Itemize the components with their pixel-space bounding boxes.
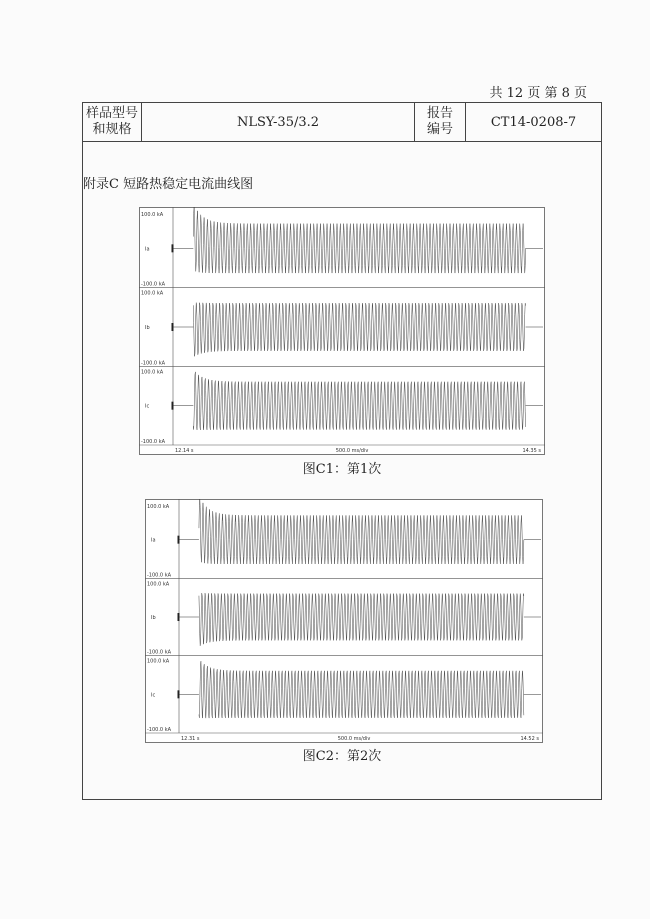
caption-c1: 图C1：第1次	[302, 462, 382, 477]
x-start-label: 12.31 s	[181, 736, 200, 742]
model-label: 样品型号 和规格	[83, 103, 142, 142]
y-tick-top-label: 100.0 kA	[147, 658, 170, 665]
y-tick-bottom-label: -100.0 kA	[141, 360, 166, 367]
y-tick-top-label: 100.0 kA	[141, 290, 164, 297]
report-number-value: CT14-0208-7	[466, 103, 602, 142]
chart-c2-svg	[145, 499, 543, 743]
y-tick-bottom-label: -100.0 kA	[147, 727, 172, 733]
x-start-label: 12.14 s	[175, 448, 194, 454]
caption-c2: 图C2：第2次	[302, 749, 382, 764]
channel-label-ic: Ic	[145, 403, 150, 410]
header-table	[83, 103, 601, 142]
report-frame	[82, 102, 602, 800]
y-tick-bottom-label: -100.0 kA	[141, 439, 166, 445]
channel-label-ic: Ic	[151, 692, 156, 699]
chart-c2	[145, 499, 543, 743]
chart-c1-svg	[139, 207, 545, 455]
x-end-label: 14.52 s	[520, 736, 539, 742]
y-tick-bottom-label: -100.0 kA	[147, 572, 172, 579]
channel-label-ib: Ib	[145, 325, 150, 331]
section-title: 附录C 短路热稳定电流曲线图	[83, 177, 254, 192]
y-tick-bottom-label: -100.0 kA	[141, 281, 166, 288]
x-scale-label: 500.0 ms/div	[335, 448, 369, 454]
y-tick-top-label: 100.0 kA	[147, 581, 170, 588]
channel-label-ia: Ia	[151, 537, 156, 544]
y-tick-bottom-label: -100.0 kA	[147, 649, 172, 656]
x-scale-label: 500.0 ms/div	[337, 736, 371, 742]
y-tick-top-label: 100.0 kA	[141, 369, 164, 376]
report-number-label: 报告 编号	[415, 103, 466, 142]
channel-label-ib: Ib	[151, 615, 156, 621]
page-number: 共 12 页 第 8 页	[489, 86, 587, 101]
x-end-label: 14.35 s	[522, 448, 541, 454]
model-value: NLSY-35/3.2	[142, 103, 415, 142]
channel-label-ia: Ia	[145, 246, 150, 253]
y-tick-top-label: 100.0 kA	[147, 504, 170, 510]
chart-c1	[139, 207, 545, 455]
y-tick-top-label: 100.0 kA	[141, 212, 164, 218]
